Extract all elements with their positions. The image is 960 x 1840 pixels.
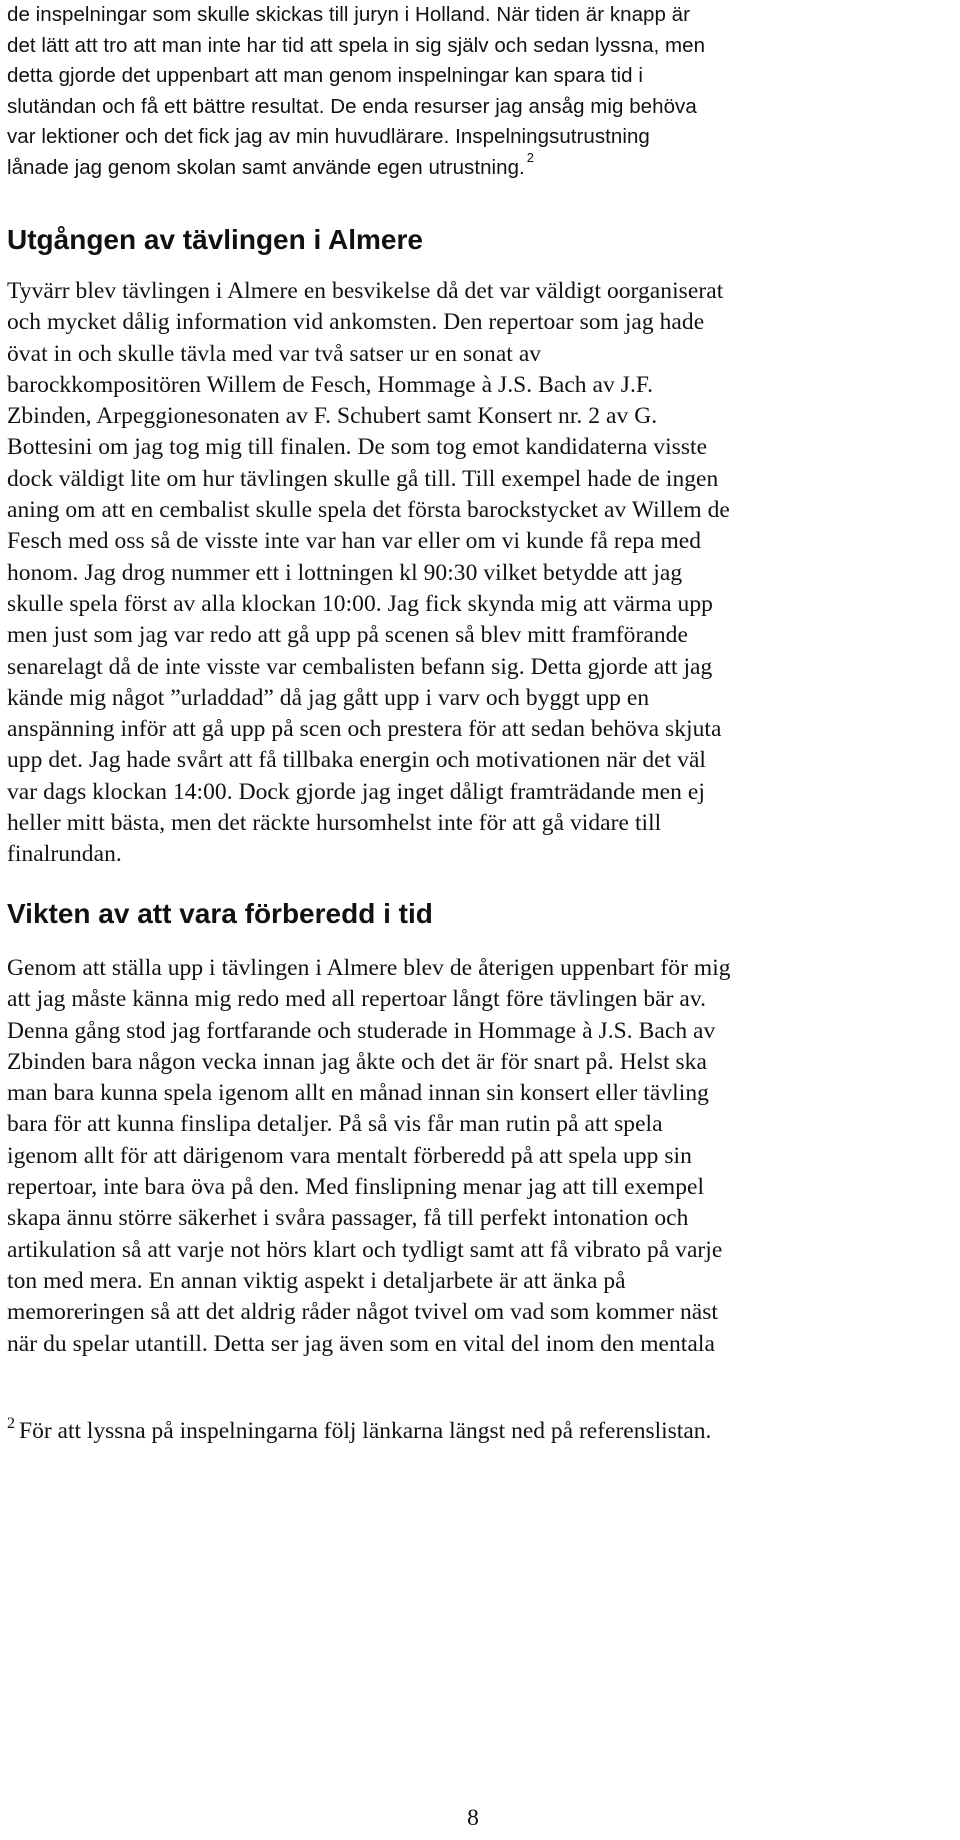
intro-paragraph-text: de inspelningar som skulle skickas till juryn i Holland. När tiden är knapp är det lätt att tro att man inte har tid att spela in sig själv och sedan lyssna, men detta gjorde det uppenbart att man genom inspelningar kan spara tid i slutändan och få ett bättre resultat. De enda resurser jag ansåg mig behöva var lektioner och det fick jag av min huvudlärare. Inspelningsutrustning lånade jag genom skolan samt använde egen utrustning. (7, 3, 706, 179)
section-heading-preparation: Vikten av att vara förberedd i tid (7, 898, 433, 929)
footnote-reference: 2 (526, 149, 535, 165)
footnote-number: 2 (7, 1415, 15, 1432)
footnote (7, 1416, 947, 1449)
section-heading-almere: Utgången av tävlingen i Almere (7, 224, 423, 255)
section-paragraph-preparation: Genom att ställa upp i tävlingen i Almere blev de återigen uppenbart för mig att jag måste känna mig redo med all repertoar långt före tävlingen bär av. Denna gång stod jag fortfarande och studerade in Hommage à J.S. Bach av Zbinden bara någon vecka innan jag åkte och det är för snart på. Helst ska man bara kunna spela igenom allt en månad innan sin konsert eller tävling bara för att kunna finslipa detaljer. På så vis får man rutin på att spela igenom allt för att därigenom vara mentalt förberedd på att spela upp sin repertoar, inte bara öva på den. Med finslipning menar jag att till exempel skapa ännu större säkerhet i svåra passager, få till perfekt intonation och artikulation så att varje not hörs klart och tydligt samt att få vibrato på varje ton med mera. En annan viktig aspekt i detaljarbete är att änka på memoreringen så att det aldrig råder något tvivel om vad som kommer näst när du spelar utantill. Detta ser jag även som en vital del inom den mentala (7, 955, 731, 1357)
section-paragraph-almere: Tyvärr blev tävlingen i Almere en besvikelse då det var väldigt oorganiserat och mycket dålig information vid ankomsten. Den repertoar som jag hade övat in och skulle tävla med var två satser ur en sonat av barockkompositören Willem de Fesch, Hommage à J.S. Bach av J.F. Zbinden, Arpeggionesonaten av F. Schubert samt Konsert nr. 2 av G. Bottesini om jag tog mig till finalen. De som tog emot kandidaterna visste dock väldigt lite om hur tävlingen skulle gå till. Till exempel hade de ingen aning om att en cembalist skulle spela det första barockstycket av Willem de Fesch med oss så de visste inte var han var eller om vi kunde få repa med honom. Jag drog nummer ett i lottningen kl 90:30 vilket betydde att jag skulle spela först av alla klockan 10:00. Jag fick skynda mig att värma upp men just som jag var redo att gå upp på scenen så blev mitt framförande senarelagt då de inte visste var cembalisten befann sig. Detta gjorde att jag kände mig något ”urladdad” då jag gått upp i varv och byggt upp en anspänning inför att gå upp på scen och prestera för att sedan behöva skjuta upp det. Jag hade svårt att få tillbaka energin och motivationen när det väl var dags klockan 14:00. Dock gjorde jag inget dåligt framträdande men ej heller mitt bästa, men det räckte hursomhelst inte för att gå vidare till finalrundan. (7, 278, 730, 868)
footnote-text: För att lyssna på inspelningarna följ länkarna längst ned på referenslistan. (19, 1418, 712, 1444)
intro-paragraph (7, 0, 947, 185)
page-number: 8 (467, 1805, 479, 1831)
